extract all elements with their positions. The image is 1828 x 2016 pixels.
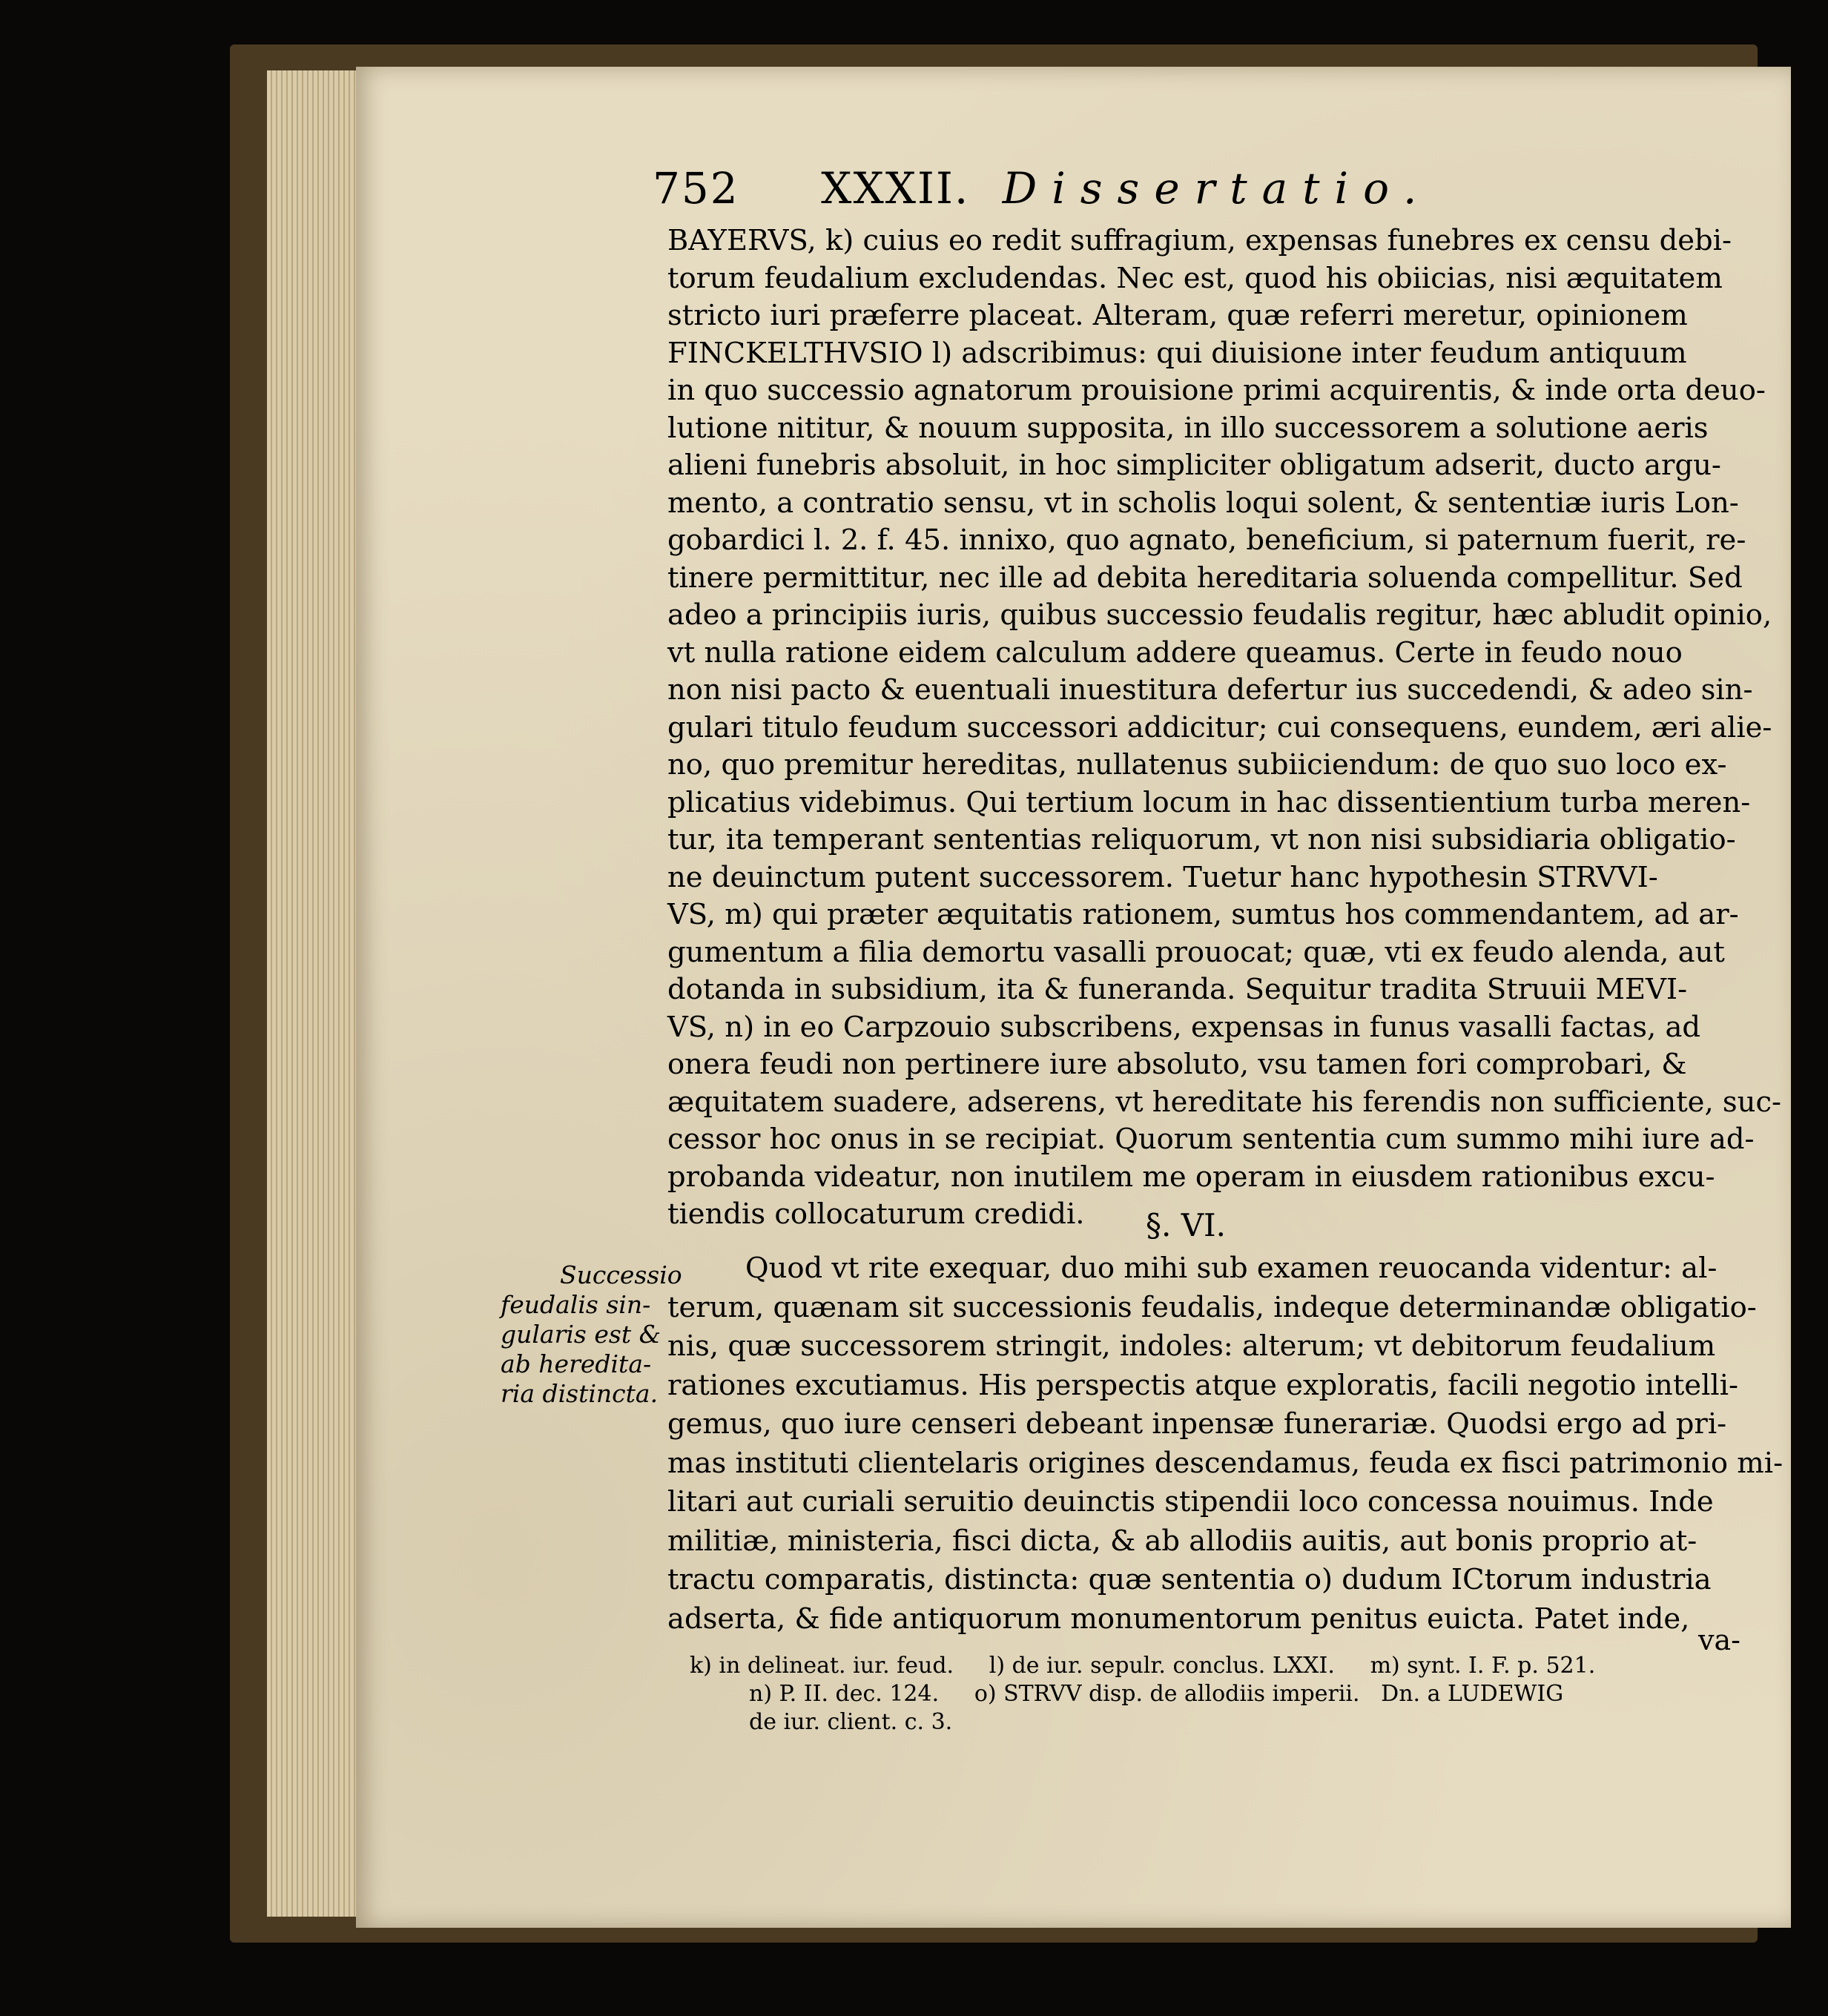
text-line: no, quo premitur hereditas, nullatenus subiiciendum: de quo suo loco ex-	[667, 748, 1727, 781]
footnote-line: de iur. client. c. 3.	[749, 1709, 953, 1735]
text-line: gobardici l. 2. f. 45. innixo, quo agnato, beneficium, si paternum fuerit, re-	[667, 523, 1746, 557]
margin-note-line: ab heredita-	[501, 1349, 652, 1378]
text-line: FINCKELTHVSIO l) adscribimus: qui diuisione inter feudum antiquum	[667, 336, 1687, 370]
footnotes	[690, 1652, 1743, 1736]
margin-note-line: Successio	[560, 1260, 682, 1289]
paragraph-1	[667, 222, 1782, 1234]
footnote-line: n) P. II. dec. 124. o) STRVV disp. de allodiis imperii. Dn. a LUDEWIG	[749, 1681, 1564, 1707]
text-line: litari aut curiali seruitio deuinctis stipendii loco concessa nouimus. Inde	[667, 1485, 1714, 1518]
text-line: nis, quæ successorem stringit, indoles: alterum; vt debitorum feudalium	[667, 1329, 1716, 1363]
text-line: rationes excutiamus. His perspectis atque exploratis, facili negotio intelli-	[667, 1368, 1739, 1402]
section-heading: §. VI.	[1146, 1207, 1226, 1243]
text-line: VS, m) qui præter æquitatis rationem, sumtus hos commendantem, ad ar-	[667, 898, 1739, 931]
text-line: mento, a contratio sensu, vt in scholis loqui solent, & sententiæ iuris Lon-	[667, 486, 1739, 520]
margin-note-line: gularis est &	[501, 1320, 661, 1349]
text-line: gulari titulo feudum successori addicitur; cui consequens, eundem, æri alie-	[667, 710, 1772, 744]
running-head	[653, 163, 1432, 214]
text-line: tiendis collocaturum credidi.	[667, 1197, 1085, 1231]
text-line: æquitatem suadere, adserens, vt hereditate his ferendis non sufficiente, suc-	[667, 1085, 1782, 1119]
text-line: Quod vt rite exequar, duo mihi sub examen reuocanda videntur: al-	[745, 1252, 1718, 1285]
text-line: BAYERVS, k) cuius eo redit suffragium, expensas funebres ex censu debi-	[667, 224, 1732, 257]
margin-note-line: feudalis sin-	[501, 1290, 651, 1319]
text-line: plicatius videbimus. Qui tertium locum in hac dissentientium turba meren-	[667, 785, 1751, 819]
text-line: gumentum a filia demortu vasalli prouocat; quæ, vti ex feudo alenda, aut	[667, 935, 1725, 969]
text-line: terum, quænam sit successionis feudalis, indeque determinandæ obligatio-	[667, 1290, 1757, 1324]
text-line: tur, ita temperant sententias reliquorum, vt non nisi subsidiaria obligatio-	[667, 823, 1736, 856]
text-line: ne deuinctum putent successorem. Tuetur hanc hypothesin STRVVI-	[667, 860, 1658, 894]
text-line: dotanda in subsidium, ita & funeranda. Sequitur tradita Struuii MEVI-	[667, 973, 1688, 1006]
paragraph-2	[667, 1249, 1784, 1639]
footnote-line: k) in delineat. iur. feud. l) de iur. sepulr. conclus. LXXI. m) synt. I. F. p. 521.	[690, 1653, 1596, 1679]
text-line: torum feudalium excludendas. Nec est, quod his obiicias, nisi æquitatem	[667, 261, 1723, 295]
text-line: militiæ, ministeria, fisci dicta, & ab allodiis auitis, aut bonis proprio at-	[667, 1524, 1697, 1558]
text-line: mas instituti clientelaris origines descendamus, feuda ex fisci patrimonio mi-	[667, 1446, 1784, 1480]
text-line: tractu comparatis, distincta: quæ sententia o) dudum ICtorum industria	[667, 1563, 1712, 1596]
text-line: in quo successio agnatorum prouisione primi acquirentis, & inde orta deuo-	[667, 374, 1766, 407]
chapter-number: XXXII.	[821, 163, 970, 214]
text-line: non nisi pacto & euentuali inuestitura defertur ius succedendi, & adeo sin-	[667, 673, 1753, 707]
text-line: onera feudi non pertinere iure absoluto, vsu tamen fori comprobari, &	[667, 1048, 1687, 1081]
text-line: adeo a principiis iuris, quibus successio feudalis regitur, hæc abludit opinio,	[667, 598, 1772, 632]
text-line: stricto iuri præferre placeat. Alteram, quæ referri meretur, opinionem	[667, 299, 1688, 332]
text-line: adserta, & fide antiquorum monumentorum penitus euicta. Patet inde,	[667, 1602, 1690, 1636]
text-line: VS, n) in eo Carpzouio subscribens, expensas in funus vasalli factas, ad	[667, 1010, 1701, 1044]
catchword: va-	[1698, 1624, 1740, 1656]
text-line: tinere permittitur, nec ille ad debita hereditaria soluenda compellitur. Sed	[667, 561, 1743, 595]
running-title: Dissertatio.	[1002, 163, 1432, 214]
text-line: cessor hoc onus in se recipiat. Quorum sententia cum summo mihi iure ad-	[667, 1123, 1755, 1156]
text-line: alieni funebris absoluit, in hoc simpliciter obligatum adserit, ducto argu-	[667, 449, 1721, 482]
text-line: probanda videatur, non inutilem me operam in eiusdem rationibus excu-	[667, 1160, 1715, 1194]
text-line: lutione nititur, & nouum supposita, in illo successorem a solutione aeris	[667, 411, 1709, 445]
margin-note-line: ria distincta.	[501, 1379, 659, 1408]
text-line: vt nulla ratione eidem calculum addere queamus. Certe in feudo nouo	[667, 635, 1683, 670]
text-line: gemus, quo iure censeri debeant inpensæ funerariæ. Quodsi ergo ad pri-	[667, 1407, 1727, 1441]
margin-note	[501, 1260, 682, 1409]
page-number: 752	[653, 163, 739, 214]
